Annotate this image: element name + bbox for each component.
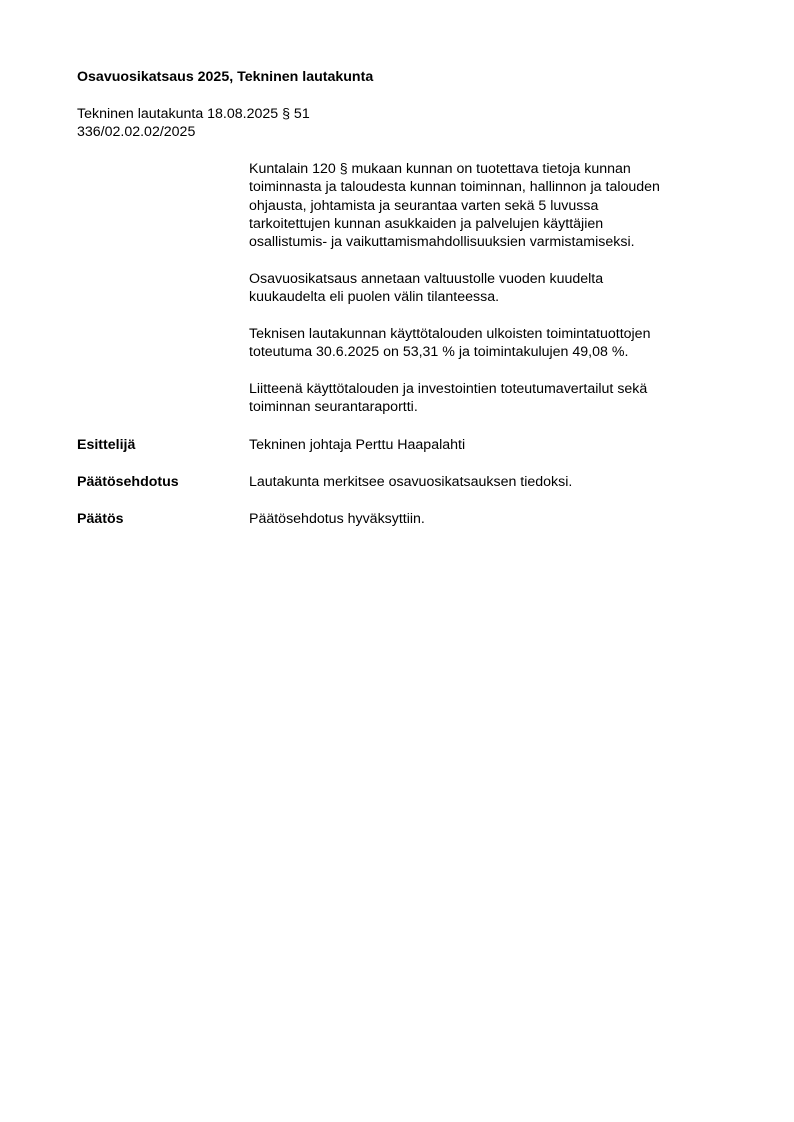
- decision-label: Päätös: [77, 511, 124, 527]
- paragraph-line: tarkoitettujen kunnan asukkaiden ja palvelujen käyttäjien: [249, 215, 604, 232]
- paragraph-line: toiminnasta ja taloudesta kunnan toiminnan, hallinnon ja talouden: [249, 179, 660, 196]
- paragraph-line: toteutuma 30.6.2025 on 53,31 % ja toimintakulujen 49,08 %.: [249, 344, 629, 361]
- paragraph-line: osallistumis- ja vaikuttamismahdollisuuksien varmistamiseksi.: [249, 234, 635, 251]
- paragraph-4: [249, 380, 729, 417]
- paragraph-1: [249, 160, 729, 251]
- paragraph-2: [249, 270, 729, 307]
- paragraph-3: [249, 325, 729, 362]
- proposal-value: Lautakunta merkitsee osavuosikatsauksen tiedoksi.: [249, 474, 573, 490]
- paragraph-line: ohjausta, johtamista ja seurantaa varten sekä 5 luvussa: [249, 197, 599, 214]
- paragraph-line: Teknisen lautakunnan käyttötalouden ulkoisten toimintatuottojen: [249, 326, 651, 342]
- meeting-reference: Tekninen lautakunta 18.08.2025 § 51: [77, 106, 310, 122]
- record-number: 336/02.02.02/2025: [77, 124, 196, 140]
- paragraph-line: kuukaudelta eli puolen välin tilanteessa.: [249, 289, 500, 306]
- document-title: Osavuosikatsaus 2025, Tekninen lautakunta: [77, 69, 374, 85]
- paragraph-line: Osavuosikatsaus annetaan valtuustolle vuoden kuudelta: [249, 271, 604, 287]
- decision-value: Päätösehdotus hyväksyttiin.: [249, 511, 425, 527]
- proposal-label: Päätösehdotus: [77, 474, 179, 490]
- paragraph-line: toiminnan seurantaraportti.: [249, 399, 418, 416]
- paragraph-line: Liitteenä käyttötalouden ja investointien toteutumavertailut sekä: [249, 381, 648, 397]
- presenter-label: Esittelijä: [77, 437, 136, 453]
- presenter-value: Tekninen johtaja Perttu Haapalahti: [249, 437, 466, 453]
- meeting-meta: [77, 105, 310, 141]
- paragraph-line: Kuntalain 120 § mukaan kunnan on tuotettava tietoja kunnan: [249, 161, 631, 177]
